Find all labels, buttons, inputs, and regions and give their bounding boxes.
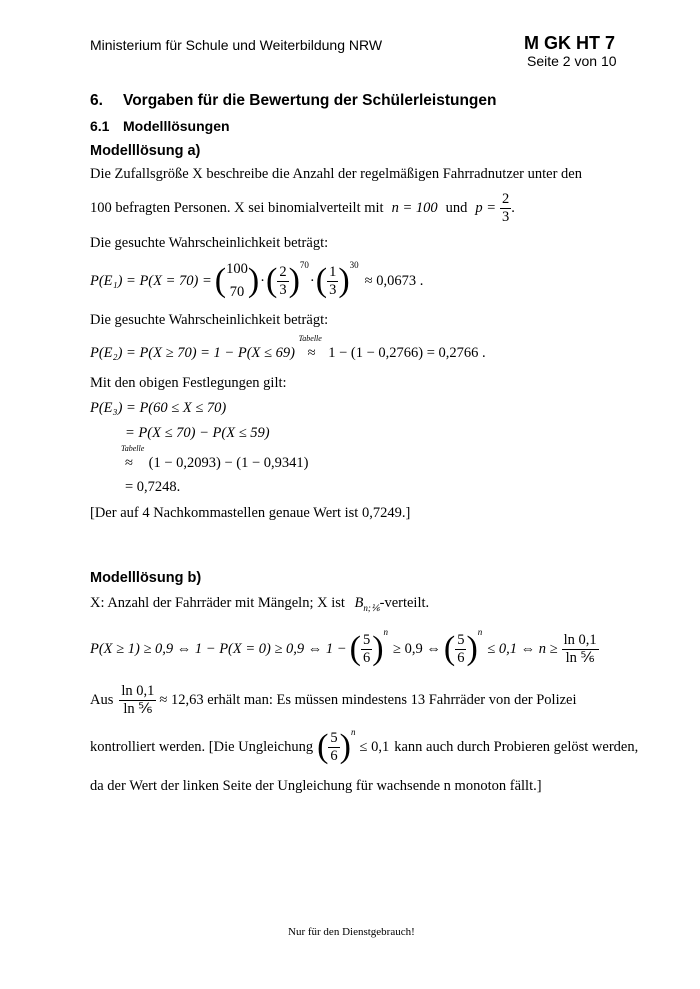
kontrolle-exp: n [350, 727, 356, 737]
aus-text: Aus [90, 691, 114, 708]
prob-label-2: Die gesuchte Wahrscheinlichkeit beträgt: [90, 312, 329, 328]
ln-denominator: ln ⅚ [565, 649, 595, 666]
ineq-part-3: ≤ 0,1 ⇔ n ≥ [487, 640, 558, 657]
part-b-heading: Modelllösung b) [90, 570, 202, 586]
e3-line-3-value: (1 − 0,2093) − (1 − 0,9341) [148, 455, 309, 471]
ineq-ln-fraction [562, 632, 599, 666]
prob-label-1: Die gesuchte Wahrscheinlichkeit beträgt: [90, 235, 329, 251]
exact-value-note: [Der auf 4 Nachkommastellen genaue Wert ist 0,7249.] [90, 505, 411, 521]
document-code: M GK HT 7 [524, 33, 616, 53]
section-number: 6. [90, 92, 103, 109]
ineq-f1-den: 6 [362, 649, 371, 666]
f1-numerator: 2 [279, 263, 287, 280]
ineq-f2-num: 5 [457, 631, 465, 648]
e3-line-2: = P(X ≤ 70) − P(X ≤ 59) [125, 425, 270, 441]
subsection-heading [90, 118, 230, 134]
approx-tabelle-2: Tabelle ≈ [121, 444, 145, 471]
aus-rest: ≈ 12,63 erhält man: Es müssen mindestens 13 Fahrräder von der Polizei [159, 691, 577, 708]
n-equation: n = 100 [391, 199, 438, 216]
part-b-definition [90, 595, 429, 614]
f2-denominator: 3 [329, 281, 337, 298]
e1-exponent-1: 70 [299, 260, 309, 270]
aus-fraction [119, 683, 156, 717]
binom-top: 100 [226, 261, 248, 278]
part-a-heading: Modelllösung a) [90, 143, 201, 159]
definition-suffix: -verteilt. [379, 595, 430, 611]
f2-numerator: 1 [329, 263, 337, 280]
ln-numerator: ln 0,1 [563, 631, 597, 648]
subsection-title: Modelllösungen [123, 118, 230, 134]
festlegungen-text: Mit den obigen Festlegungen gilt: [90, 375, 287, 391]
binomial-subscript: n;⅙ [363, 602, 380, 613]
e1-exponent-2: 30 [349, 260, 359, 270]
e1-equation: P(E₁) = P(X = 70) = ( 100 70 ) · ( $\frac{2}{3}$ ) $^{70}$ · ( $\frac{1}{3}$ ) $^{30}$ ≈ 0,0673 . [90, 260, 424, 300]
part-a-intro-line2: 100 befragten Personen. X sei binomialverteilt mit n = 100 und p = $\frac{2}{3}$ . [90, 190, 515, 225]
e1-result: ≈ 0,0673 . [364, 272, 424, 289]
tabelle-label-1: Tabelle [298, 334, 322, 343]
kontrolle-den: 6 [330, 747, 338, 764]
e3-line-1: P(E₃) = P(60 ≤ X ≤ 70) [90, 400, 227, 416]
f1-denominator: 3 [279, 281, 287, 298]
kontrolle-rest: kann auch durch Probieren gelöst werden, [394, 738, 639, 755]
ineq-part-1: P(X ≥ 1) ≥ 0,9 ⇔ 1 − P(X = 0) ≥ 0,9 ⇔ 1 − [90, 640, 347, 657]
kontrolle-line: kontrolliert werden. [Die Ungleichung ( $\frac{5}{6}$ ) $^n$ ≤ 0,1 kann auch durch Probieren gelöst werden, [90, 727, 639, 765]
intro2-text: 100 befragten Personen. X sei binomialverteilt mit [90, 199, 384, 216]
binomial-symbol: B [354, 595, 364, 611]
page-number: Seite 2 von 10 [527, 53, 617, 69]
last-line: da der Wert der linken Seite der Ungleichung für wachsende n monoton fällt.] [90, 778, 542, 794]
kontrolle-ineq: ≤ 0,1 [359, 738, 390, 755]
section-title: Vorgaben für die Bewertung der Schülerleistungen [123, 92, 497, 109]
p-denominator: 3 [502, 208, 510, 225]
und-text: und [445, 199, 468, 216]
e3-line-3 [121, 444, 309, 472]
ineq-fraction-2 [455, 632, 466, 666]
aus-numerator: ln 0,1 [121, 682, 155, 699]
aus-denominator: ln ⅚ [123, 700, 153, 717]
kontrolle-num: 5 [330, 729, 338, 746]
kontrolle-fraction [328, 730, 339, 764]
e2-lhs: P(E₂) = P(X ≥ 70) = 1 − P(X ≤ 69) [90, 345, 295, 361]
aus-line [90, 680, 577, 720]
p-fraction [500, 191, 511, 225]
ineq-part-2: ≥ 0,9 ⇔ [393, 640, 441, 657]
e3-line-4: = 0,7248. [125, 479, 181, 495]
part-a-intro-line1: Die Zufallsgröße X beschreibe die Anzahl der regelmäßigen Fahrradnutzer unter den [90, 166, 582, 182]
e1-binomial [226, 261, 248, 300]
ministry-name: Ministerium für Schule und Weiterbildung NRW [90, 37, 383, 53]
part-b-inequality: P(X ≥ 1) ≥ 0,9 ⇔ 1 − P(X = 0) ≥ 0,9 ⇔ 1 − ( $\frac{5}{6}$ ) $^n$ ≥ 0,9 ⇔ ( $\frac{5}{6}$ ) $^n$ ≤ 0,1 ⇔ n ≥ $\frac{\ln 0,1}{\text{ln ⅚}}$ [90, 627, 597, 667]
ineq-f1-num: 5 [362, 631, 371, 648]
footer-note: Nur für den Dienstgebrauch! [288, 926, 415, 938]
ineq-exp-2: n [477, 627, 483, 637]
binom-bottom: 70 [229, 284, 245, 300]
section-heading [90, 92, 497, 110]
e2-rhs: 1 − (1 − 0,2766) = 0,2766 . [328, 345, 486, 361]
e2-equation [90, 334, 486, 362]
e1-fraction-1 [277, 264, 288, 298]
e1-fraction-2 [327, 264, 338, 298]
approx-tabelle-1: Tabelle ≈ [298, 334, 322, 361]
e1-lhs: P(E₁) = P(X = 70) = [90, 272, 212, 289]
ineq-f2-den: 6 [457, 649, 465, 666]
tabelle-label-2: Tabelle [121, 444, 145, 453]
definition-text: X: Anzahl der Fahrräder mit Mängeln; X ist [90, 595, 345, 611]
ineq-exp-1: n [383, 627, 389, 637]
ineq-fraction-1 [361, 632, 372, 666]
kontrolle-text: kontrolliert werden. [Die Ungleichung [90, 738, 314, 755]
p-equation: p = [475, 199, 497, 216]
subsection-number: 6.1 [90, 118, 110, 134]
p-numerator: 2 [502, 190, 510, 207]
